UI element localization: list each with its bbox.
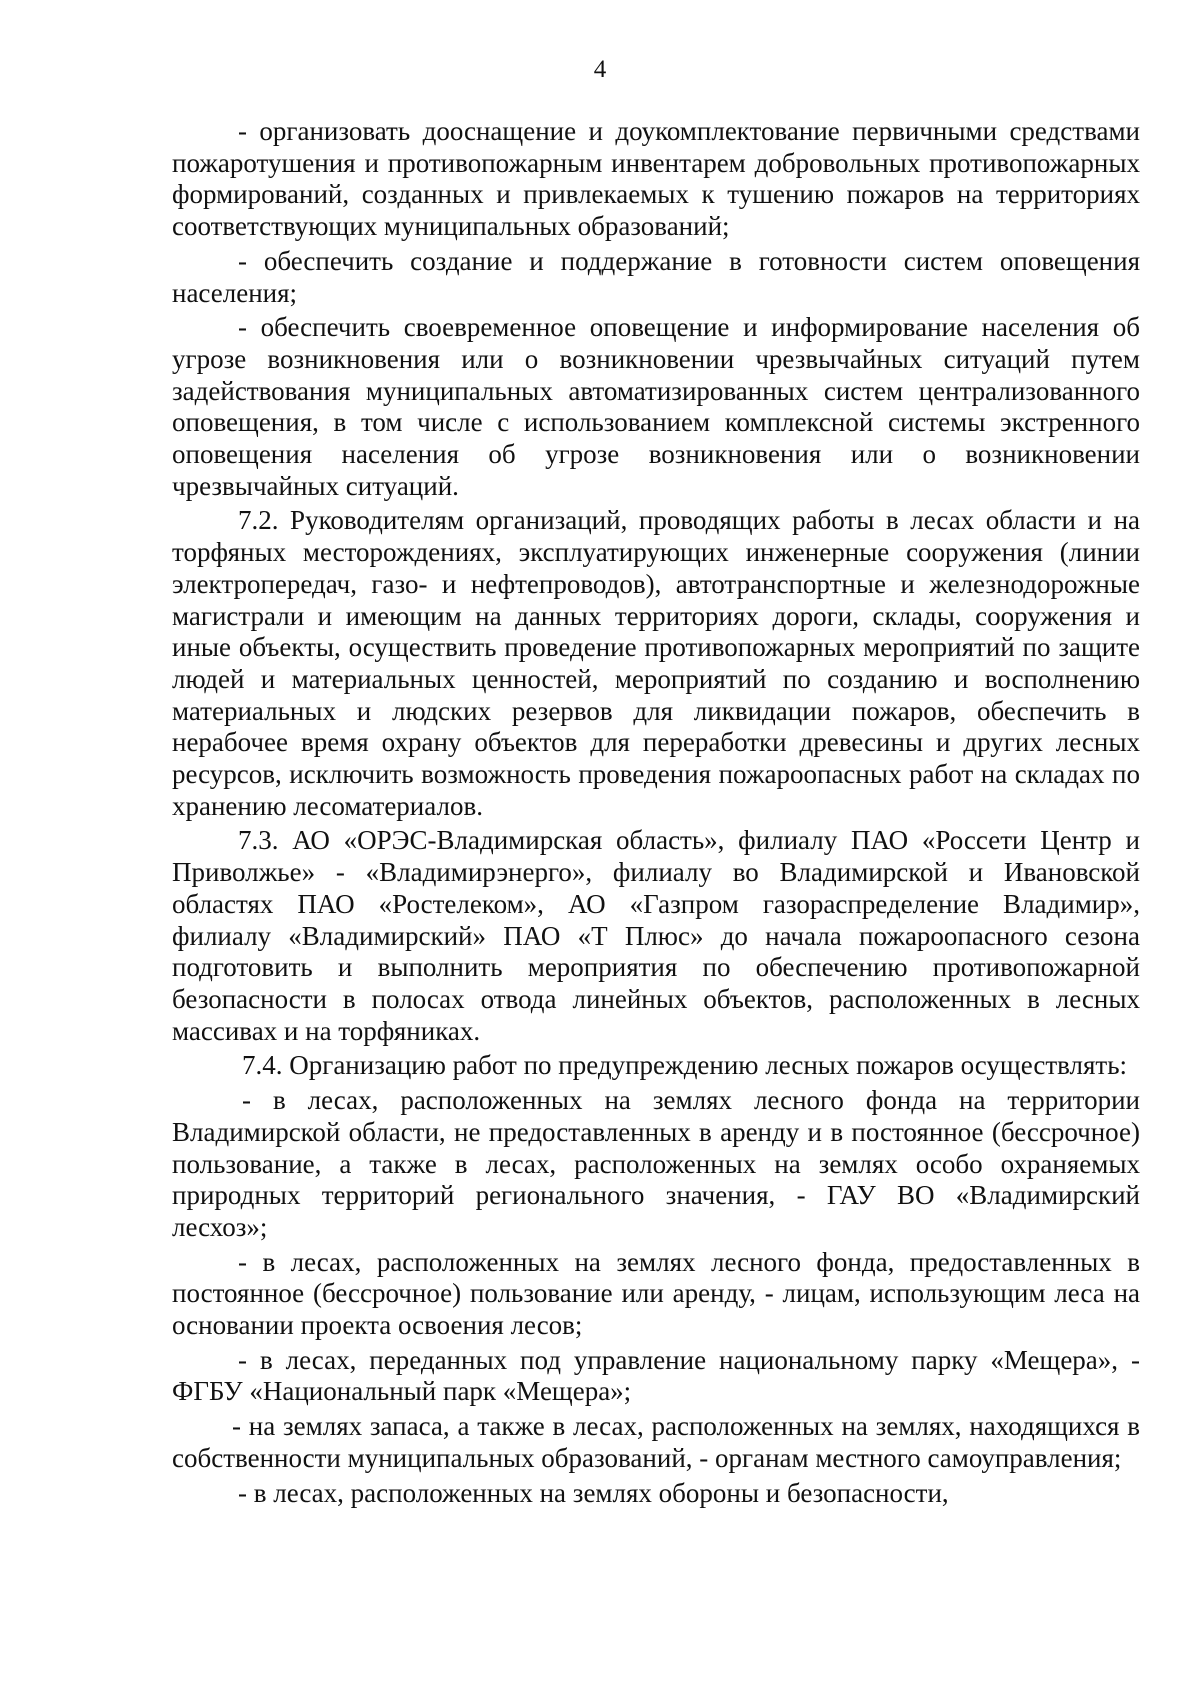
paragraph-bullet-defense-lands: - в лесах, расположенных на землях обороны и безопасности, [238,1477,949,1508]
paragraph-bullet-leased-forests: - в лесах, расположенных на землях лесного фонда, предоставленных в постоянное (бессрочное) пользование или аренду, - лицам, использующим леса на основании проекта освоения лесов; [172,1246,1140,1341]
paragraph-7-4: 7.4. Организацию работ по предупреждению лесных пожаров осуществлять: [242,1050,1128,1081]
paragraph-bullet-timely-warning: - обеспечить своевременное оповещение и информирование населения об угрозе возникновения или о возникновении чрезвычайных ситуаций путем задействования муниципальных автоматизированных систем централизованного оповещения, в том числе с использованием комплексной системы экстренного оповещения населения об угрозе возникновения или о возникновении чрезвычайных ситуаций. [172,312,1140,501]
paragraph-bullet-forest-fund: - в лесах, расположенных на землях лесного фонда на территории Владимирской области, не предоставленных в аренду и в постоянное (бессрочное) пользование, а также в лесах, расположенных на землях особо охраняемых природных территорий регионального значения, - ГАУ ВО «Владимирский лесхоз»; [172,1085,1140,1242]
paragraph-bullet-reserve-lands: - на землях запаса, а также в лесах, расположенных на землях, находящихся в собственности муниципальных образований, - органам местного самоуправления; [172,1411,1140,1473]
document-body [172,116,1140,1512]
paragraph-7-3: 7.3. АО «ОРЭС-Владимирская область», филиалу ПАО «Россети Центр и Приволжье» - «Владимирэнерго», филиалу во Владимирской и Ивановской областях ПАО «Ростелеком», АО «Газпром газораспределение Владимир», филиалу «Владимирский» ПАО «Т Плюс» до начала пожароопасного сезона подготовить и выполнить мероприятия по обеспечению противопожарной безопасности в полосах отвода линейных объектов, расположенных в лесных массивах и на торфяниках. [172,825,1140,1046]
page-number: 4 [593,56,607,83]
paragraph-bullet-equipment: - организовать дооснащение и доукомплектование первичными средствами пожаротушения и противопожарным инвентарем добровольных противопожарных формирований, созданных и привлекаемых к тушению пожаров на территориях соответствующих муниципальных образований; [172,116,1140,242]
paragraph-7-2: 7.2. Руководителям организаций, проводящих работы в лесах области и на торфяных месторождениях, эксплуатирующих инженерные сооружения (линии электропередач, газо- и нефтепроводов), автотранспортные и железнодорожные магистрали и имеющим на данных территориях дороги, склады, сооружения и иные объекты, осуществить проведение противопожарных мероприятий по защите людей и материальных ценностей, мероприятий по созданию и восполнению материальных и людских резервов для ликвидации пожаров, обеспечить в нерабочее время охрану объектов для переработки древесины и других лесных ресурсов, исключить возможность проведения пожароопасных работ на складах по хранению лесоматериалов. [172,505,1140,821]
paragraph-bullet-warning-systems: - обеспечить создание и поддержание в готовности систем оповещения населения; [172,245,1140,308]
paragraph-bullet-national-park: - в лесах, переданных под управление национальному парку «Мещера», - ФГБУ «Национальный парк «Мещера»; [172,1344,1140,1407]
